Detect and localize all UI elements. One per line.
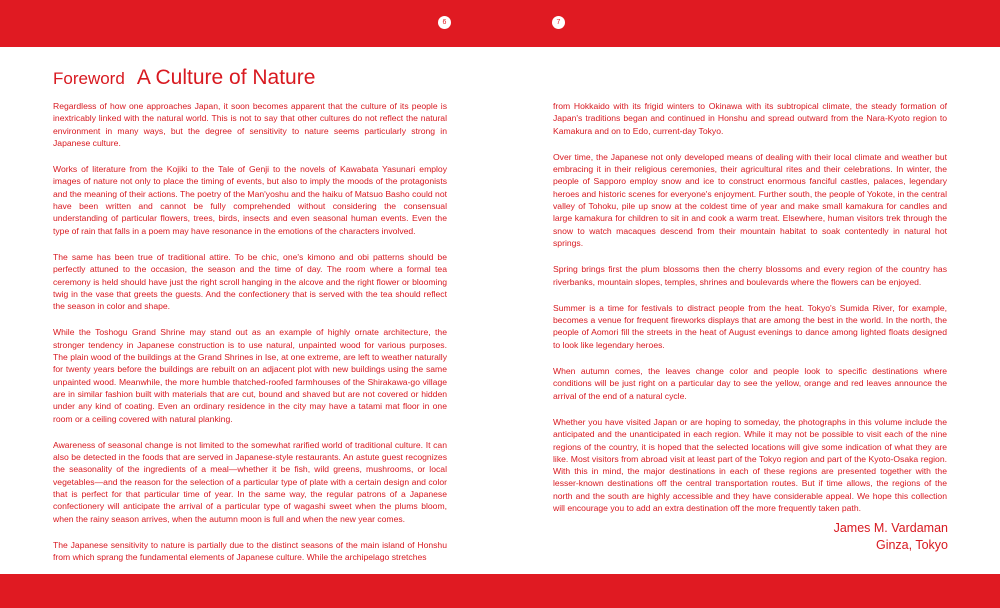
- paragraph: The Japanese sensitivity to nature is partially due to the distinct seasons of the main island of Honshu from which sprang the fundamental elements of Japanese culture. While the archipelago stretches: [53, 539, 447, 563]
- paragraph: from Hokkaido with its frigid winters to Okinawa with its subtropical climate, the steady formation of Japan's traditions began and continued in Honshu and spread outward from the Nara-Kyoto region to Kamakura and on to Edo, current-day Tokyo.: [553, 101, 947, 136]
- paragraph: The same has been true of traditional attire. To be chic, one's kimono and obi patterns should be perfectly attuned to the occasion, the season and the time of day. The room where a formal tea ceremony is held should have just the right scroll hanging in the alcove and the right flower or blooming twig in the vase that greets the guests. And the confectionery that is served with the tea should reflect the season in color and shape.: [53, 251, 447, 312]
- page-number-right: 7: [552, 16, 565, 29]
- page-number-left: 6: [438, 16, 451, 29]
- title-heading: A Culture of Nature: [136, 66, 316, 89]
- paragraph: Summer is a time for festivals to distract people from the heat. Tokyo's Sumida River, for example, becomes a venue for frequent fireworks displays that are among the best in the world. In the north, the people of Aomori fill the streets in the heat of August evenings to dance among lighted floats designed to look like legendary heroes.: [553, 302, 947, 350]
- bottom-red-band: [0, 574, 1000, 608]
- paragraph: Spring brings first the plum blossoms then the cherry blossoms and every region of the country has riverbanks, mountain slopes, temples, shrines and boulevards where the flowers can be enjoyed.: [553, 264, 947, 287]
- page-title: [53, 66, 315, 90]
- title-kicker: Foreword: [53, 69, 125, 88]
- signature: [834, 520, 948, 554]
- paragraph: While the Toshogu Grand Shrine may stand out as an example of highly ornate architecture, the stronger tendency in Japanese construction is to use natural, unpainted wood for various purposes. The plain wood of the buildings at the Grand Shrines in Ise, at one extreme, are left to weather naturally for twenty years before the buildings are rebuilt on an adjacent plot with new buildings using the same unpainted wood. Meanwhile, the more humble thatched-roofed farmhouses of the Shirakawa-go village are in similar fashion built with materials that are cut, bound and shaved but are not covered or hidden under any kind of coating. Even an ordinary residence in the city may have a tatami mat floor in one room or a ceiling covered with natural planking.: [53, 327, 447, 424]
- paragraph: Regardless of how one approaches Japan, it soon becomes apparent that the culture of its people is inextricably linked with the natural world. This is not to say that other cultures do not reflect the natural environment in many ways, but the degree of sensitivity to nature seems particularly strong in Japanese culture.: [53, 101, 447, 148]
- paragraph: Whether you have visited Japan or are hoping to someday, the photographs in this volume include the anticipated and the unanticipated in each region. While it may not be possible to visit each of the nine regions of the country, it is hoped that the selected locations will give some indication of what they are like. Most visitors from abroad visit at least part of the Tokyo region and part of the Kyoto-Osaka region. With this in mind, the major destinations in each of these regions are presented together with the lesser-known destinations off the central transportation routes. But if time allows, the regions of the north and the south are highly accessible and they have considerable appeal. We hope this collection will encourage you to add an extra destination off the more frequently taken path.: [553, 416, 947, 514]
- paragraph: Awareness of seasonal change is not limited to the somewhat rarified world of traditional culture. It can also be detected in the foods that are served in Japanese-style restaurants. An astute guest recognizes the seasonality of the ingredients of a meal—whether it be fish, wild greens, mushrooms, or local vegetables—and the reason for the selection of a particular type of plate with a certain design and color that is perfect for that particular time of year. In the same way, the regular patrons of a Japanese confectionery will anticipate the arrival of a particular type of wagashi sweet when the plums bloom, when the rainy season arrives, when the autumn moon is full and when the new year comes.: [53, 439, 447, 524]
- signature-place: Ginza, Tokyo: [875, 538, 948, 552]
- paragraph: When autumn comes, the leaves change color and people look to specific destinations where conditions will be just right on a particular day to see the yellow, orange and red leaves announce the arrival of the end of a natural cycle.: [553, 366, 947, 401]
- top-red-band: [0, 0, 1000, 47]
- right-column: [553, 100, 947, 528]
- left-column: [53, 100, 447, 578]
- signature-author: James M. Vardaman: [833, 521, 948, 535]
- paragraph: Works of literature from the Kojiki to the Tale of Genji to the novels of Kawabata Yasunari employ images of nature not only to place the timing of events, but also to imply the moods of the protagonists and the meaning of their actions. The poetry of the Man'yoshu and the haiku of Matsuo Basho could not have been written and cannot be fully comprehended without considering the consensual understanding of particular flowers, trees, birds, insects and even seasonal human events. Even the type of rain that falls in a poem may have resonance in the emotions of the characters involved.: [53, 164, 447, 236]
- paragraph: Over time, the Japanese not only developed means of dealing with their local climate and weather but embracing it in their religious ceremonies, their agricultural rites and their celebrations. In winter, the people of Sapporo employ snow and ice to construct enormous fanciful castles, palaces, legendary heroes and historic scenes for everyone's enjoyment. Further south, the people of Yokote, in the central valley of Tohoku, pile up snow at the coldest time of year and make small kamakura for candles and large kamakura for children to sit in and cook a warm treat. Elsewhere, human visitors trek through the snow to watch macaques descend from their mountain habitat to soak contentedly in natural hot springs.: [553, 151, 947, 248]
